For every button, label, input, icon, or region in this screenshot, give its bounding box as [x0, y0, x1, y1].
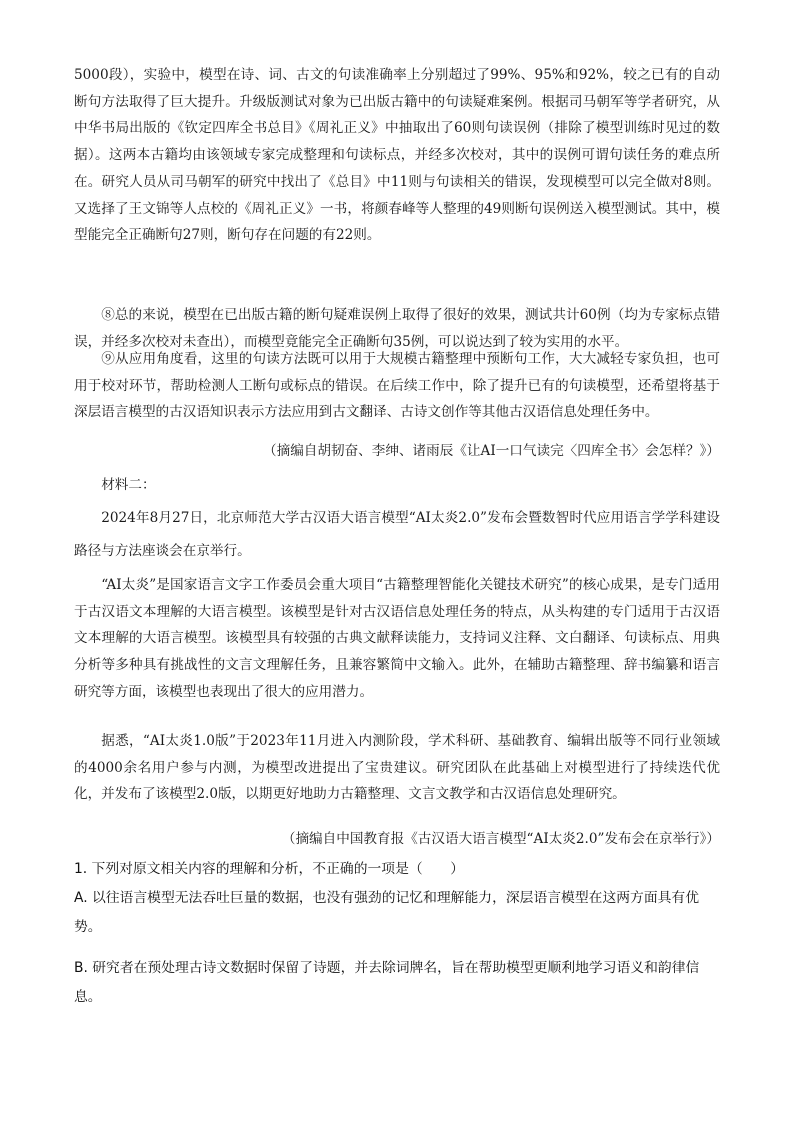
- question-1-stem: 1. 下列对原文相关内容的理解和分析，不正确的一项是（ ）: [74, 861, 465, 877]
- material1-paragraph-9: ⑨从应用角度看，这里的句读方法既可以用于大规模古籍整理中预断句工作，大大减轻专家负担，也可用于校对环节，帮助检测人工断句或标点的错误。在后续工作中，除了提升已有的句读模型，还希望将基于深层语言模型的古汉语知识表示方法应用到古文翻译、古诗文创作等其他古汉语信息处理任务中。: [74, 351, 720, 421]
- material2-paragraph-2: “AI太炎”是国家语言文字工作委员会重大项目“古籍整理智能化关键技术研究”的核心成果，是专门适用于古汉语文本理解的大语言模型。该模型是针对古汉语信息处理任务的特点，从头构建的专门适用于古汉语文本理解的大语言模型。该模型具有较强的古典文献释读能力，支持词义注释、文白翻译、句读标点、用典分析等多种具有挑战性的文言文理解任务，且兼容繁简中文输入。此外，在辅助古籍整理、辞书编纂和语言研究等方面，该模型也表现出了很大的应用潜力。: [74, 577, 720, 700]
- material1-paragraph-continued: 5000段），实验中，模型在诗、词、古文的句读准确率上分别超过了99%、95%和92%，较之已有的自动断句方法取得了巨大提升。升级版测试对象为已出版古籍中的句读疑难案例。根据司马朝军等学者研究，从中华书局出版的《钦定四库全书总目》《周礼正义》中抽取出了60则句读误例（排除了模型训练时见过的数据）。这两本古籍均由该领域专家完成整理和句读标点，并经多次校对，其中的误例可谓句读任务的难点所在。研究人员从司马朝军的研究中找出了《总目》中11则与句读相关的错误，发现模型可以完全做对8则。又选择了王文锦等人点校的《周礼正义》一书，将颜春峰等人整理的49则断句误例送入模型测试。其中，模型能完全正确断句27则，断句存在问题的有22则。: [74, 67, 720, 244]
- material2-paragraph-1: 2024年8月27日，北京师范大学古汉语大语言模型“AI太炎2.0”发布会暨数智时代应用语言学学科建设路径与方法座谈会在京举行。: [74, 510, 720, 559]
- material1-source: （摘编自胡韧奋、李绅、诸雨辰《让AI一口气读完〈四库全书〉会怎样？》）: [263, 443, 720, 459]
- material2-heading: 材料二：: [101, 477, 156, 493]
- question-1-option-b: B. 研究者在预处理古诗文数据时保留了诗题，并去除词牌名，旨在帮助模型更顺利地学习语义和韵律信息。: [74, 960, 700, 1005]
- question-1-option-a: A. 以往语言模型无法吞吐巨量的数据，也没有强劲的记忆和理解能力，深层语言模型在这两方面具有优势。: [74, 890, 700, 935]
- material1-paragraph-8: ⑧总的来说，模型在已出版古籍的断句疑难误例上取得了很好的效果，测试共计60例（均为专家标点错误，并经多次校对未查出），而模型竟能完全正确断句35例，可以说达到了较为实用的水平。: [74, 307, 720, 350]
- material2-paragraph-3: 据悉，“AI太炎1.0版”于2023年11月进入内测阶段，学术科研、基础教育、编辑出版等不同行业领域的4000余名用户参与内测，为模型改进提出了宝贵建议。研究团队在此基础上对模型进行了持续迭代优化，并发布了该模型2.0版，以期更好地助力古籍整理、文言文教学和古汉语信息处理研究。: [74, 733, 720, 803]
- material2-source: （摘编自中国教育报《古汉语大语言模型“AI太炎2.0”发布会在京举行》）: [281, 831, 720, 847]
